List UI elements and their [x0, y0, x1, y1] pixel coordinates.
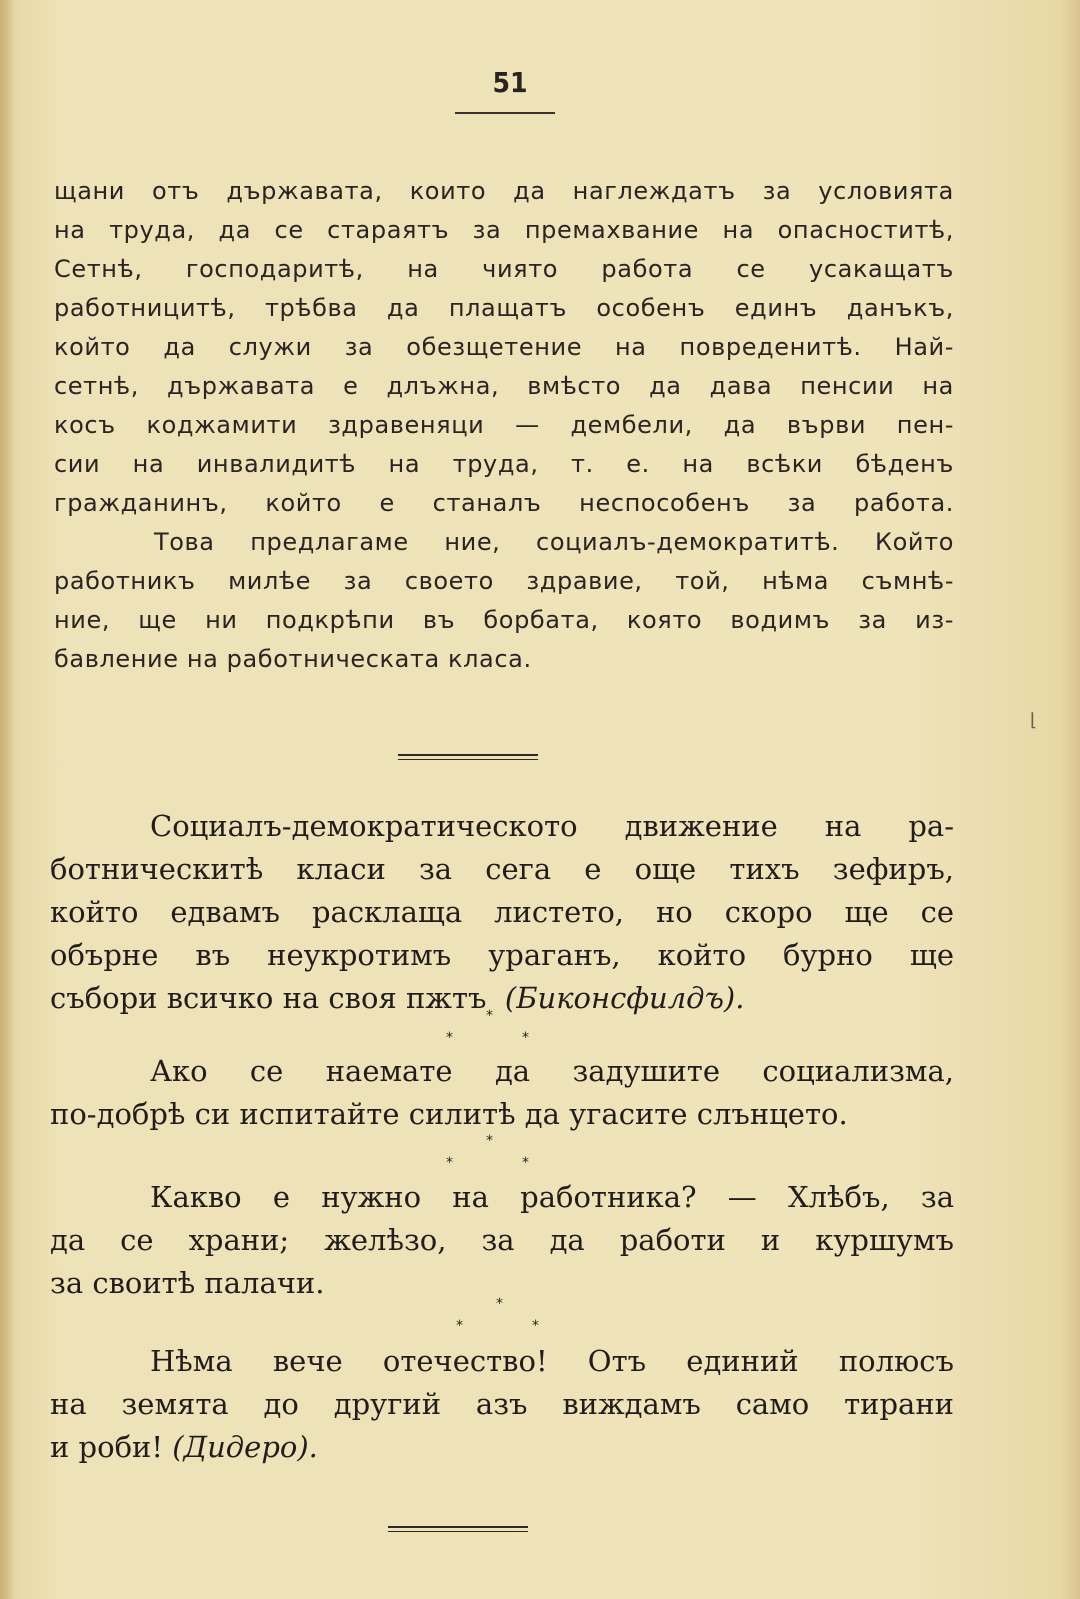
quote-block: [50, 1340, 954, 1469]
page-number: 51: [492, 66, 528, 99]
quote-line: обърне въ неукротимъ ураганъ, който бурно ще: [50, 938, 954, 972]
text-line: сии на инвалидитѣ на труда, т. е. на всѣки бѣденъ: [54, 450, 954, 478]
quote-text: събори всичко на своя пжтъ: [50, 981, 487, 1015]
quote-line: [50, 1426, 954, 1469]
text-line: работницитѣ, трѣбва да плащатъ особенъ единъ данъкъ,: [54, 294, 954, 322]
quote-line: [50, 977, 954, 1020]
asterism: *: [522, 1030, 529, 1046]
quote-line: да се храни; желѣзо, за да работи и куршумъ: [50, 1223, 954, 1257]
section-divider: [398, 754, 538, 756]
quote-text: и роби!: [50, 1430, 164, 1464]
text-line: Това предлагаме ние, социалъ-демократитѣ. Който: [154, 528, 954, 556]
text-line: бавление на работническата класа.: [54, 645, 532, 673]
quote-line: който едвамъ расклаща листето, но скоро ще се: [50, 895, 954, 929]
page-number-rule: [455, 112, 555, 114]
text-line: Сетнѣ, господаритѣ, на чиято работа се усакащатъ: [54, 255, 954, 283]
quote-line: Нѣма вече отечество! Отъ единий полюсъ: [150, 1344, 954, 1378]
text-line: щани отъ държавата, които да наглеждатъ за условията: [54, 177, 954, 205]
quote-line: Какво е нужно на работника? — Хлѣбъ, за: [150, 1180, 954, 1214]
asterism: *: [486, 1008, 493, 1024]
asterism: *: [446, 1030, 453, 1046]
text-line: ние, ще ни подкрѣпи въ борбата, която водимъ за из-: [54, 606, 954, 634]
text-line: гражданинъ, който е станалъ неспособенъ за работа.: [54, 489, 954, 517]
text-line: сетнѣ, държавата е длъжна, вмѣсто да дава пенсии на: [54, 372, 954, 400]
quote-line: Ако се наемате да задушите социализма,: [150, 1054, 954, 1088]
quote-line: на земята до другий азъ виждамъ само тирани: [50, 1387, 954, 1421]
quote-author: (Дидеро).: [172, 1430, 318, 1464]
section-divider: [388, 1526, 528, 1528]
text-line: работникъ милѣе за своето здравие, той, нѣма съмнѣ-: [54, 567, 954, 595]
quote-line: по-добрѣ си испитайте силитѣ да угасите слънцето.: [50, 1097, 848, 1131]
section-divider: [388, 1531, 528, 1532]
quote-block: [50, 805, 954, 1020]
quote-block: [50, 1176, 954, 1305]
text-line: който да служи за обезщетение на повреденитѣ. Най-: [54, 333, 954, 361]
asterism: *: [446, 1155, 453, 1171]
quote-line: за своитѣ палачи.: [50, 1266, 325, 1300]
quote-line: Социалъ-демократическото движение на ра-: [150, 809, 954, 843]
asterism: *: [522, 1155, 529, 1171]
asterism: *: [496, 1296, 503, 1312]
text-line: на труда, да се стараятъ за премахвание на опасноститѣ,: [54, 216, 954, 244]
main-text-block: [54, 172, 954, 679]
quote-block: [50, 1050, 954, 1136]
quote-author: (Биконсфилдъ).: [504, 981, 745, 1015]
spine-shadow: [0, 0, 14, 1599]
margin-mark: ⌊: [1030, 710, 1038, 731]
quote-line: ботническитѣ класи за сега е още тихъ зефиръ,: [50, 852, 954, 886]
section-divider: [398, 759, 538, 760]
asterism: *: [532, 1318, 539, 1334]
asterism: *: [486, 1133, 493, 1149]
text-line: косъ коджамити здравеняци — дембели, да върви пен-: [54, 411, 954, 439]
asterism: *: [456, 1318, 463, 1334]
